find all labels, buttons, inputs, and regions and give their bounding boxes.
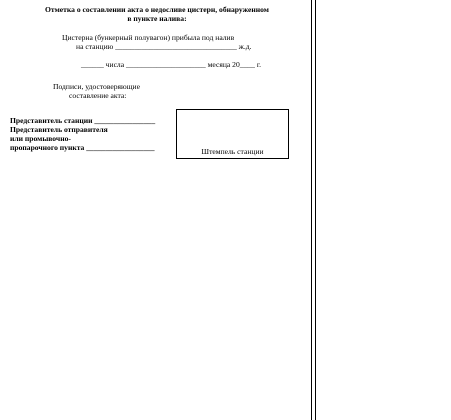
- sender-representative-label: Представитель отправителя: [10, 125, 108, 134]
- signatures-heading-line-2: составление акта:: [69, 91, 127, 100]
- station-stamp-box: [176, 109, 289, 159]
- page-divider-left: [311, 0, 312, 420]
- steaming-point-representative-line: пропарочного пункта __________________: [10, 143, 155, 152]
- station-stamp-label: Штемпель станции: [201, 147, 264, 156]
- arrival-line-1: Цистерна (бункерный полувагон) прибыла под налив: [62, 33, 235, 42]
- washing-point-label: или промывочно-: [10, 134, 71, 143]
- form-title-line-2: в пункте налива:: [127, 14, 187, 23]
- form-title-line-1: Отметка о составлении акта о недосливе цистерн, обнаруженном: [45, 5, 269, 14]
- page-divider-right: [315, 0, 316, 420]
- form-title: [10, 5, 304, 23]
- arrival-station-line: на станцию ________________________________ ж.д.: [76, 42, 252, 51]
- signatures-heading-line-1: Подписи, удостоверяющие: [53, 82, 140, 91]
- arrival-date-line: ______ числа _____________________ месяца 20____ г.: [81, 60, 262, 69]
- station-representative-line: Представитель станции ________________: [10, 116, 156, 125]
